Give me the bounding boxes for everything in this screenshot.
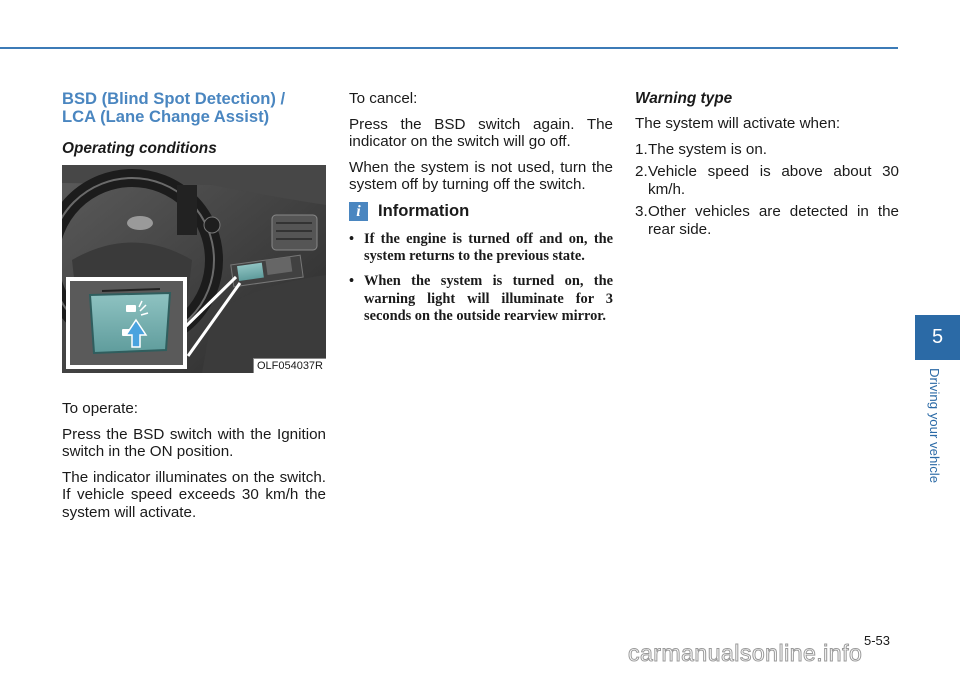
- information-item: • When the system is turned on, the warning light will illuminate for 3 seconds on the outside rearview mirror.: [349, 273, 613, 325]
- to-operate-label: To operate:: [62, 400, 138, 417]
- column-middle: [349, 90, 613, 334]
- cancel-paragraph-1: Press the BSD switch again. The indicator on the switch will go off.: [349, 115, 613, 150]
- figure-code: OLF054037R: [253, 358, 326, 373]
- condition-item: 1. The system is on.: [635, 140, 768, 158]
- column-right: [635, 90, 899, 243]
- information-list: [349, 231, 613, 326]
- bsd-switch-figure: [62, 165, 326, 373]
- information-heading: [349, 202, 613, 221]
- operate-paragraph-1: Press the BSD switch with the Ignition switch in the ON position.: [62, 425, 326, 460]
- chapter-name-text: Driving your vehicle: [927, 368, 942, 484]
- condition-item: 2. Vehicle speed is above about 30 km/h.: [635, 163, 899, 198]
- information-item: • If the engine is turned off and on, the system returns to the previous state.: [349, 230, 613, 264]
- cancel-paragraph-2: When the system is not used, turn the system off by turning off the switch.: [349, 158, 613, 193]
- section-title-line-2: LCA (Lane Change Assist): [62, 107, 270, 126]
- column-left: [62, 90, 326, 529]
- info-icon: i: [349, 202, 368, 221]
- chapter-name: [925, 368, 943, 498]
- to-cancel-label: To cancel:: [349, 90, 418, 107]
- section-title-line-1: BSD (Blind Spot Detection) /: [62, 89, 286, 108]
- header-rule: [0, 47, 898, 49]
- operate-paragraph-2: The indicator illuminates on the switch. If vehicle speed exceeds 30 km/h the system will activate.: [62, 468, 326, 521]
- watermark: carmanualsonline.info: [628, 640, 863, 666]
- warning-type-heading: Warning type: [635, 90, 733, 107]
- page-number: 5-53: [864, 633, 891, 648]
- chapter-number-tab: 5: [915, 315, 960, 360]
- dashboard-illustration: [62, 165, 326, 373]
- operating-conditions-heading: Operating conditions: [62, 140, 217, 157]
- activation-conditions-list: [635, 141, 899, 239]
- information-title: Information: [378, 201, 470, 221]
- warning-intro: The system will activate when:: [635, 115, 841, 132]
- section-title: [62, 90, 326, 126]
- condition-item: 3. Other vehicles are detected in the rear side.: [635, 203, 899, 238]
